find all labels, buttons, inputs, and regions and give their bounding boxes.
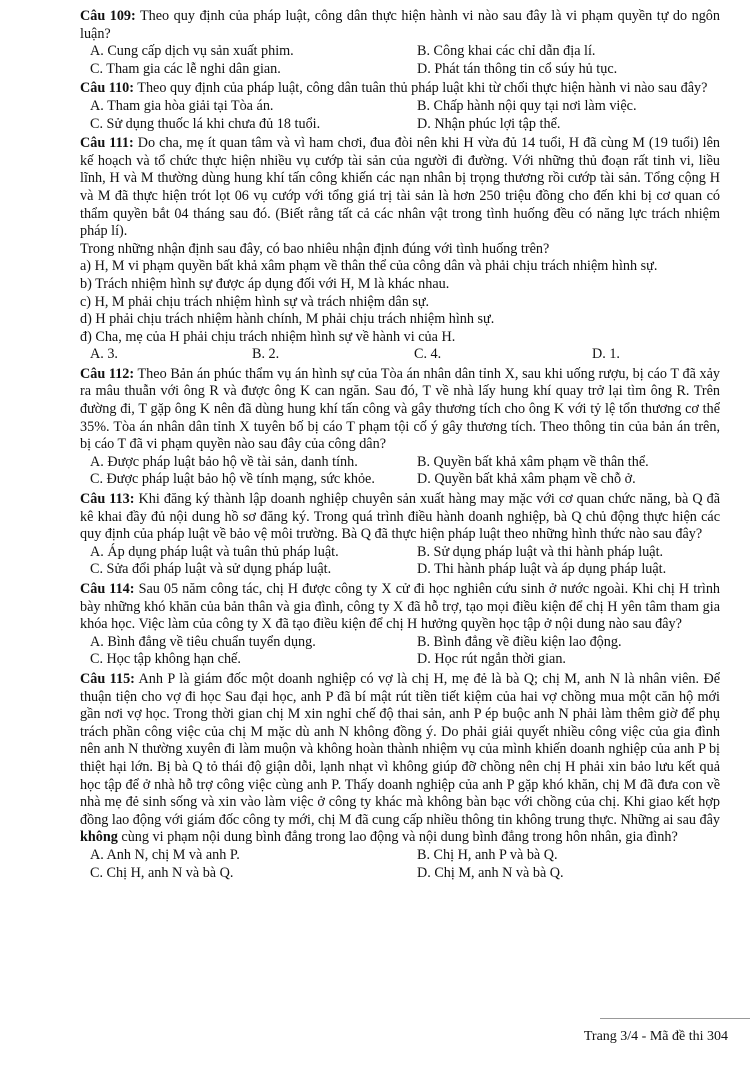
question-number: Câu 109: (80, 8, 136, 24)
option-a: A. Áp dụng pháp luật và tuân thủ pháp luật. (90, 543, 339, 560)
question-text: Theo quy định của pháp luật, công dân thực hiện hành vi nào sau đây là vi phạm quyền tự do ngôn luận? (80, 8, 720, 42)
question-115 (80, 671, 720, 882)
option-c: C. Sử dụng thuốc lá khi chưa đủ 18 tuổi. (90, 115, 321, 132)
option-b: B. Quyền bất khả xâm phạm về thân thể. (417, 453, 649, 470)
option-a: A. Được pháp luật bảo hộ về tài sản, danh tính. (90, 453, 358, 470)
question-stem (80, 8, 720, 43)
option-c: C. Chị H, anh N và bà Q. (90, 864, 234, 881)
footer-divider (600, 1018, 750, 1019)
statement-dd: đ) Cha, mẹ của H phải chịu trách nhiệm hình sự về hành vi của H. (80, 328, 456, 345)
answer-options (80, 98, 720, 133)
question-text: Anh P là giám đốc một doanh nghiệp có vợ là chị H, mẹ đẻ là bà Q; chị M, anh N là nhân viên. Để thuận tiện cho vợ đi học Sau đại học, anh P đã bí mật rút tiền tiết kiệm của hai vợ chồng mua một căn hộ mới gần nơi vợ học. Trong thời gian chị M xin nghỉ chế độ thai sản, anh P ép buộc anh N phải làm thêm giờ để phụ trách phần công việc của chị M mặc dù anh N không đồng ý. Do phải giải quyết nhiều công việc của gia đình nên anh N thường xuyên đi làm muộn và không hoàn thành nhiệm vụ của mình khiến doanh nghiệp của anh P bị thiệt hại lớn. Bị bà Q tỏ thái độ giận dỗi, lạnh nhạt vì không giúp đỡ chồng nên chị H phải xin bảo lưu kết quả học tập để ở nhà hỗ trợ công việc cùng anh P. Thấy doanh nghiệp của anh P gặp khó khăn, chị M đã đưa con về nhà mẹ đẻ sinh sống và xin vào làm việc ở công ty khác mà không bàn bạc với chồng của chị. Khi giao kết hợp đồng lao động với giám đốc công ty mới, chị M đã cung cấp nhiều thông tin không trung thực. Những ai sau đây (80, 670, 721, 828)
question-stem (80, 80, 720, 98)
question-number: Câu 111: (80, 135, 134, 152)
page-footer: Trang 3/4 - Mã đề thi 304 (583, 1029, 728, 1044)
question-stem (80, 491, 720, 544)
option-d: D. Học rút ngắn thời gian. (417, 651, 566, 668)
question-stem (80, 135, 720, 241)
question-number: Câu 110: (80, 80, 134, 97)
option-d: D. Chị M, anh N và bà Q. (417, 864, 564, 881)
option-a: A. Cung cấp dịch vụ sản xuất phim. (90, 43, 294, 60)
question-text: Theo Bản án phúc thẩm vụ án hình sự của Tòa án nhân dân tỉnh X, sau khi uống rượu, bị cáo T đã xảy ra mâu thuẫn với ông R và được ông K can ngăn. Sau đó, T về nhà lấy hung khí quay trở lại tìm ông R. Trên đường đi, T gặp ông K nên đã dùng hung khí tấn công và gây thương tích cho ông K với tỷ lệ tổn thương cơ thể 35%. Tòa án nhân dân tỉnh X tuyên bố bị cáo T phạm tội cố ý gây thương tích. Theo thông tin của bản án trên, bị cáo T đã vi phạm quyền nào sau đây của công dân? (80, 365, 721, 453)
option-c: C. Sửa đổi pháp luật và sử dụng pháp luật. (90, 561, 332, 578)
option-a: A. 3. (90, 346, 118, 363)
option-b: B. Sử dụng pháp luật và thi hành pháp luật. (417, 543, 664, 560)
answer-options (80, 544, 720, 579)
question-112 (80, 366, 720, 489)
question-number: Câu 115: (80, 670, 135, 687)
statement-d: d) H phải chịu trách nhiệm hành chính, M phải chịu trách nhiệm hình sự. (80, 311, 495, 328)
statement-b: b) Trách nhiệm hình sự được áp dụng đối với H, M là khác nhau. (80, 275, 450, 292)
question-114 (80, 581, 720, 669)
option-d: D. Phát tán thông tin cổ súy hủ tục. (417, 60, 618, 77)
question-text-tail: cùng vi phạm nội dung bình đẳng trong lao động và nội dung bình đẳng trong hôn nhân, gia đình? (121, 829, 678, 846)
option-a: A. Tham gia hòa giải tại Tòa án. (90, 97, 274, 114)
answer-options (80, 346, 720, 364)
question-emphasis: không (80, 829, 118, 846)
answer-options (80, 634, 720, 669)
question-stem (80, 366, 720, 454)
answer-options (80, 847, 720, 882)
question-stem (80, 581, 720, 634)
question-number: Câu 113: (80, 491, 135, 508)
question-number: Câu 112: (80, 365, 135, 382)
question-stem (80, 671, 720, 847)
option-a: A. Anh N, chị M và anh P. (90, 846, 240, 863)
option-d: D. Nhận phúc lợi tập thể. (417, 115, 561, 132)
option-b: B. Chấp hành nội quy tại nơi làm việc. (417, 97, 637, 114)
question-113 (80, 491, 720, 579)
question-text: Sau 05 năm công tác, chị H được công ty X cử đi học nghiên cứu sinh ở nước ngoài. Khi chị H trình bày những khó khăn của bản thân và gia đình, công ty X đã hỗ trợ, tạo mọi điều kiện để chị H yên tâm tham gia khóa học. Việc làm của công ty X đã tạo điều kiện để chị H hưởng quyền học tập ở nội dung nào sau đây? (80, 581, 721, 633)
statement-c: c) H, M phải chịu trách nhiệm hình sự và trách nhiệm dân sự. (80, 293, 430, 310)
question-text: Do cha, mẹ ít quan tâm và vì ham chơi, đua đòi nên khi H vừa đủ 14 tuổi, H đã cùng M (19 tuổi) lên kế hoạch và tổ chức thực hiện nhiều vụ cướp tài sản của người đi đường. Với những thủ đoạn rất tinh vi, liều lĩnh, H và M thường dùng hung khí tấn công khiến các nạn nhân bị trọng thương rồi cướp tài sản. Tổng cộng H và M đã thực hiện trót lọt 06 vụ cướp với tổng giá trị tài sản là hơn 250 triệu đồng cho đến khi bị cơ quan có thẩm quyền bắt 04 tháng sau đó. (Biết rằng tất cả các nhân vật trong tình huống đều có năng lực trách nhiệm pháp lí). (80, 135, 721, 240)
option-b: B. Công khai các chỉ dẫn địa lí. (417, 43, 596, 60)
answer-options (80, 43, 720, 78)
option-a: A. Bình đẳng về tiêu chuẩn tuyển dụng. (90, 633, 316, 650)
question-text: Theo quy định của pháp luật, công dân tuân thủ pháp luật khi từ chối thực hiện hành vi nào sau đây? (137, 80, 708, 97)
option-c: C. 4. (414, 346, 442, 363)
question-109 (80, 8, 720, 78)
option-b: B. 2. (252, 346, 280, 363)
answer-options (80, 454, 720, 489)
question-prompt: Trong những nhận định sau đây, có bao nhiêu nhận định đúng với tình huống trên? (80, 240, 550, 257)
question-110 (80, 80, 720, 133)
option-c: C. Học tập không hạn chế. (90, 651, 241, 668)
statement-a: a) H, M vi phạm quyền bất khả xâm phạm về thân thể của công dân và phải chịu trách nhiệm hình sự. (80, 258, 658, 275)
option-b: B. Chị H, anh P và bà Q. (417, 846, 558, 863)
option-c: C. Tham gia các lễ nghi dân gian. (90, 60, 281, 77)
option-d: D. 1. (592, 346, 620, 363)
question-text: Khi đăng ký thành lập doanh nghiệp chuyên sản xuất hàng may mặc với cơ quan chức năng, bà Q đã kê khai đầy đủ nội dung hồ sơ đăng ký. Trong quá trình điều hành doanh nghiệp, bà Q chủ động thực hiện các quy định của pháp luật về bảo vệ môi trường. Bà Q đã thực hiện pháp luật theo những hình thức nào sau đây? (80, 491, 721, 543)
question-111 (80, 135, 720, 364)
option-d: D. Quyền bất khả xâm phạm về chỗ ở. (417, 471, 636, 488)
question-number: Câu 114: (80, 581, 135, 597)
option-b: B. Bình đẳng về điều kiện lao động. (417, 633, 622, 650)
option-c: C. Được pháp luật bảo hộ về tính mạng, sức khỏe. (90, 471, 375, 488)
option-d: D. Thi hành pháp luật và áp dụng pháp luật. (417, 561, 667, 578)
